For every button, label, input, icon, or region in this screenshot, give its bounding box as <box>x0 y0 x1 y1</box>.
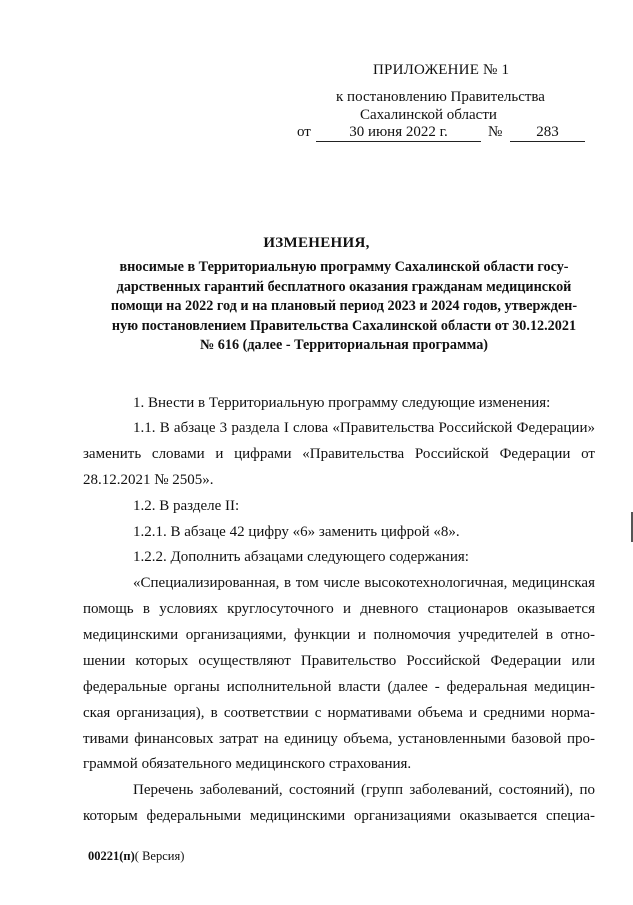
body-line: федеральные органы исполнительной власти (далее - федеральная медицин- <box>83 679 595 695</box>
annex-resolution-line: к постановлению Правительства <box>336 89 545 105</box>
body-line: 28.12.2021 № 2505». <box>83 472 214 488</box>
body-line: граммой обязательного медицинского страхования. <box>83 756 412 772</box>
body-line: заменить словами и цифрами «Правительства Российской Федерации от <box>83 446 595 462</box>
document-subtitle <box>95 258 593 356</box>
annex-region-line: Сахалинской области <box>360 107 497 123</box>
subtitle-line: дарственных гарантий бесплатного оказания гражданам медицинской <box>116 278 572 295</box>
subtitle-line: ную постановлением Правительства Сахалинской области от 30.12.2021 <box>111 317 577 334</box>
body-line: которым федеральными медицинскими организациями оказывается специа- <box>83 808 595 824</box>
subtitle-line: помощи на 2022 год и на плановый период 2023 и 2024 годов, утвержден- <box>110 298 578 314</box>
body-line: «Специализированная, в том числе высокотехнологичная, медицинская <box>133 575 595 591</box>
annex-number: 283 <box>510 124 585 142</box>
body-line: 1. Внести в Территориальную программу следующие изменения: <box>133 395 551 411</box>
subtitle-line: вносимые в Территориальную программу Сахалинской области госу- <box>119 259 569 275</box>
body-line: помощь в условиях круглосуточного и дневного стационаров оказывается <box>83 601 595 617</box>
body-line: тивами финансовых затрат на единицу объема, установленными базовой про- <box>83 731 595 747</box>
body-line: шении которых осуществляют Правительство Российской Федерации или <box>83 653 595 669</box>
document-title: ИЗМЕНЕНИЯ, <box>263 235 370 251</box>
document-version: ( Версия) <box>134 849 185 863</box>
document-code-number: 00221(п) <box>88 849 135 863</box>
body-line: Перечень заболеваний, состояний (групп заболеваний, состояний), по <box>133 782 595 798</box>
body-line: медицинскими организациями, функции и полномочия учредителей в отно- <box>83 627 595 643</box>
body-line: 1.1. В абзаце 3 раздела I слова «Правительства Российской Федерации» <box>133 420 595 436</box>
annex-from-label: от <box>297 124 311 140</box>
body-line: 1.2.2. Дополнить абзацами следующего содержания: <box>133 549 469 565</box>
annex-title: ПРИЛОЖЕНИЕ № 1 <box>373 62 510 78</box>
body-line: 1.2.1. В абзаце 42 цифру «6» заменить цифрой «8». <box>133 524 460 540</box>
annex-number-label: № <box>488 124 503 140</box>
document-code <box>88 849 184 864</box>
subtitle-line: № 616 (далее - Территориальная программа) <box>199 337 489 353</box>
body-line: 1.2. В разделе II: <box>133 498 240 514</box>
annex-date: 30 июня 2022 г. <box>316 124 481 142</box>
body-line: ская организация), в соответствии с нормативами объема и средними норма- <box>83 705 595 721</box>
